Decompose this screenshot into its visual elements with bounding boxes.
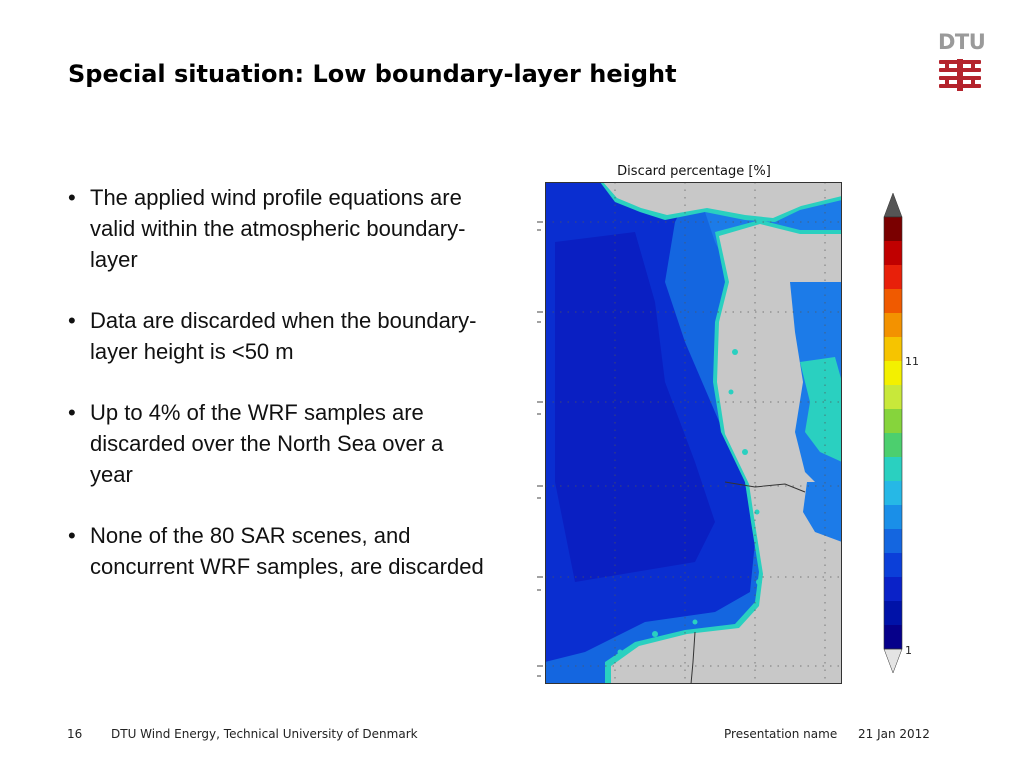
footer-date: 21 Jan 2012 (858, 727, 930, 741)
page-number: 16 (67, 727, 83, 741)
footer-presentation-name: Presentation name (724, 727, 838, 741)
colorbar-segment (884, 241, 902, 265)
colorbar-segment (884, 625, 902, 649)
footer-organization: DTU Wind Energy, Technical University of Denmark (111, 727, 418, 741)
colorbar-segment (884, 553, 902, 577)
dtu-emblem-icon (938, 59, 982, 91)
colorbar-segment (884, 457, 902, 481)
colorbar-segment (884, 433, 902, 457)
colorbar-label-low: 1 (905, 644, 912, 657)
dtu-logo (938, 30, 986, 94)
colorbar-segment (884, 577, 902, 601)
colorbar-bottom-extension (884, 649, 902, 673)
page-title: Special situation: Low boundary-layer height (68, 60, 677, 88)
colorbar-top-extension (884, 193, 902, 217)
colorbar-segment (884, 481, 902, 505)
figure-title: Discard percentage [%] (617, 164, 771, 179)
colorbar-segment (884, 601, 902, 625)
colorbar-segment (884, 361, 902, 385)
bullet-item: • Data are discarded when the boundary-layer height is <50 m (66, 305, 491, 367)
colorbar-segment (884, 385, 902, 409)
colorbar (883, 193, 903, 673)
bullet-item: • None of the 80 SAR scenes, and concurrent WRF samples, are discarded (66, 520, 491, 582)
bullet-list (66, 182, 491, 612)
discard-percentage-map (545, 182, 842, 684)
colorbar-segment (884, 313, 902, 337)
colorbar-segment (884, 505, 902, 529)
bullet-item: • The applied wind profile equations are valid within the atmospheric boundary-layer (66, 182, 491, 275)
colorbar-label-mid: 11 (905, 355, 919, 368)
colorbar-segment (884, 217, 902, 241)
colorbar-segment (884, 289, 902, 313)
colorbar-segment (884, 265, 902, 289)
colorbar-segment (884, 409, 902, 433)
map-axis-ticks (533, 182, 545, 684)
colorbar-segment (884, 337, 902, 361)
logo-text: DTU (938, 30, 986, 54)
colorbar-segment (884, 529, 902, 553)
bullet-item: • Up to 4% of the WRF samples are discarded over the North Sea over a year (66, 397, 491, 490)
